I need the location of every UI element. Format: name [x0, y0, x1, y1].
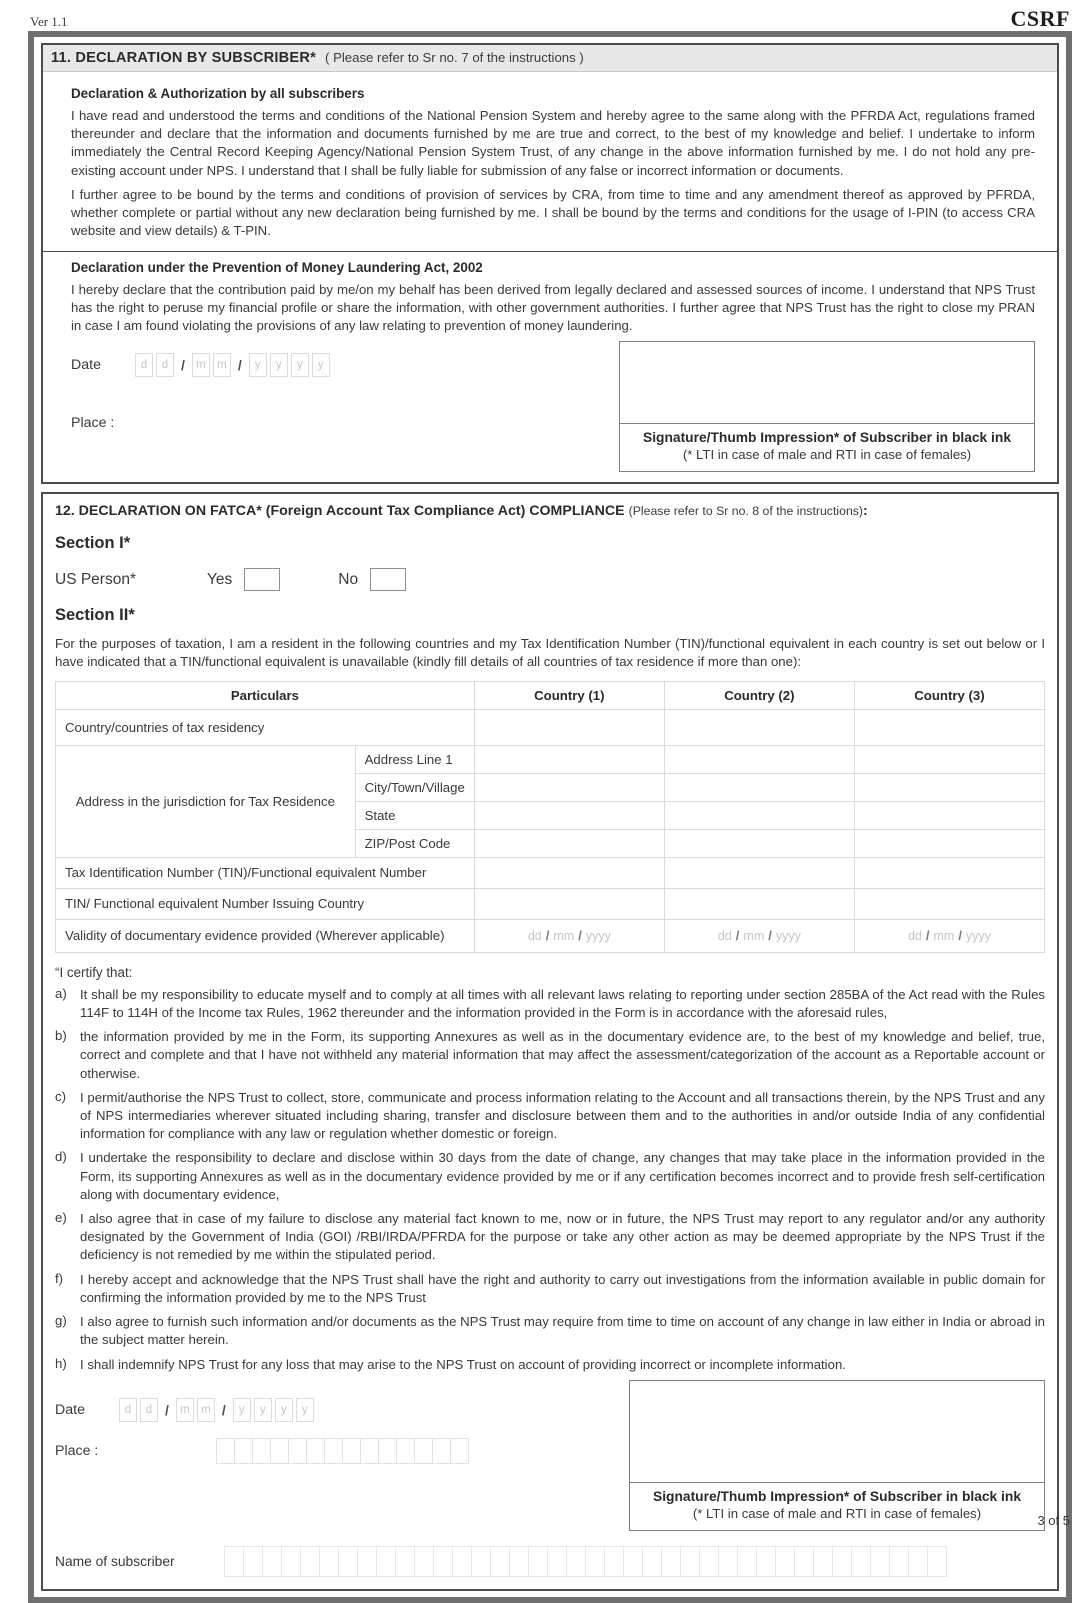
certify-item — [55, 986, 1045, 1022]
certify-item — [55, 1210, 1045, 1265]
place-field-row — [71, 415, 619, 431]
char-box — [281, 1546, 301, 1577]
place-input-boxes[interactable] — [217, 1438, 469, 1464]
date-place-signature-row — [71, 341, 1035, 472]
char-box — [306, 1438, 325, 1464]
char-box — [528, 1546, 548, 1577]
us-person-row — [55, 568, 1045, 591]
char-box: y — [254, 1398, 272, 1422]
date-label: Date — [71, 357, 101, 374]
char-box — [604, 1546, 624, 1577]
date-placeholder: dd — [717, 929, 732, 944]
certify-item — [55, 1313, 1045, 1349]
declaration-paragraph-1: I have read and understood the terms and conditions of the National Pension System and hereby agree to the same along with the PFRDA Act, regulations framed thereunder and declare that the information and documents furnished by me are true and correct, to the best of my knowledge and belief. I undertake to inform immediately the Central Record Keeping Agency/National Pension System Trust, of any change in the above information furnished by me. I do not hold any pre-existing account under NPS. I understand that I shall be fully liable for submission of any false or incorrect information or documents. — [71, 108, 1035, 178]
char-box: y — [291, 353, 309, 377]
char-box — [342, 1438, 361, 1464]
certify-item-label: d) — [55, 1149, 67, 1165]
signature-caption-bold: Signature/Thumb Impression* of Subscriber in black ink — [643, 430, 1011, 446]
header-country-2: Country (2) — [664, 681, 854, 709]
date-separator: / — [181, 357, 185, 374]
table-input-cell[interactable] — [664, 857, 854, 888]
signature-box — [619, 341, 1035, 472]
char-box — [851, 1546, 871, 1577]
date-separator: / — [165, 1401, 169, 1418]
table-input-cell[interactable] — [854, 773, 1044, 801]
section-11-title: 11. DECLARATION BY SUBSCRIBER* — [51, 50, 316, 66]
table-row — [56, 888, 1045, 919]
us-person-no-checkbox[interactable] — [370, 568, 406, 591]
char-box: y — [270, 353, 288, 377]
header-particulars: Particulars — [56, 681, 475, 709]
table-input-cell[interactable] — [854, 857, 1044, 888]
char-box — [699, 1546, 719, 1577]
char-box — [324, 1438, 343, 1464]
char-box — [243, 1546, 263, 1577]
char-box: d — [135, 353, 153, 377]
signature-area[interactable] — [620, 342, 1034, 424]
char-box — [471, 1546, 491, 1577]
char-box — [718, 1546, 738, 1577]
char-box — [756, 1546, 776, 1577]
certify-item-text: I hereby accept and acknowledge that the NPS Trust shall have the right and authority to carry out investigations from the information available in public domain for confirming the information provided by me to the NPS Trust — [80, 1271, 1045, 1305]
table-input-cell[interactable] — [474, 829, 664, 857]
certify-item-text: I also agree to furnish such information and/or documents as the NPS Trust may require from time to time on account of any change in law either in India or abroad in the subject matter herein. — [80, 1314, 1045, 1348]
char-box — [396, 1438, 415, 1464]
char-box — [234, 1438, 253, 1464]
tin-label: Tax Identification Number (TIN)/Functional equivalent Number — [56, 857, 475, 888]
form-frame — [28, 31, 1072, 1603]
fatca-intro-paragraph: For the purposes of taxation, I am a resident in the following countries and my Tax Identification Number (TIN)/functional equivalent in each country is set out below or I have indicated that a TIN/functional equivalent is unavailable (kindly fill details of all countries of tax residence if more than one): — [55, 636, 1045, 670]
char-box — [270, 1438, 289, 1464]
certify-item-label: f) — [55, 1270, 64, 1286]
char-box — [224, 1546, 244, 1577]
char-box: y — [296, 1398, 314, 1422]
place-field-row-2 — [55, 1438, 629, 1464]
city-label: City/Town/Village — [355, 773, 474, 801]
signature-caption-2 — [630, 1483, 1044, 1530]
tin-issuing-label: TIN/ Functional equivalent Number Issuing Country — [56, 888, 475, 919]
table-input-cell[interactable] — [474, 801, 664, 829]
date-field-row-2 — [55, 1398, 629, 1422]
char-box: m — [176, 1398, 194, 1422]
section-12-note: (Please refer to Sr no. 8 of the instructions) — [628, 504, 864, 519]
us-person-yes-checkbox[interactable] — [244, 568, 280, 591]
certify-item-text: I shall indemnify NPS Trust for any loss that may arise to the NPS Trust on account of providing incorrect or incomplete information. — [80, 1356, 846, 1372]
certify-item-label: g) — [55, 1313, 67, 1329]
date-field-row — [71, 353, 619, 377]
validity-label: Validity of documentary evidence provided (Wherever applicable) — [56, 919, 475, 952]
table-input-cell[interactable] — [474, 745, 664, 773]
char-box — [813, 1546, 833, 1577]
char-box — [216, 1438, 235, 1464]
csrf-logo: CSRF — [1010, 6, 1070, 31]
char-box: d — [156, 353, 174, 377]
date-place-fields-2 — [55, 1380, 629, 1464]
table-input-cell[interactable] — [474, 888, 664, 919]
certify-item — [55, 1356, 1045, 1374]
yes-label: Yes — [207, 570, 233, 588]
validity-date-input[interactable] — [474, 919, 664, 952]
section-12-fatca-declaration — [41, 492, 1059, 1591]
name-of-subscriber-row — [55, 1546, 1045, 1577]
char-box — [889, 1546, 909, 1577]
certify-item-label: b) — [55, 1028, 67, 1044]
date-label: Date — [55, 1401, 85, 1418]
pmla-paragraph: I hereby declare that the contribution paid by me/on my behalf has been derived from legally declared and assessed sources of income. I understand that NPS Trust has the right to peruse my financial profile or share the information, with other government authorities. I further agree that NPS Trust has the right to close my PRAN in case I am found violating the provisions of any law relating to prevention of money laundering. — [71, 281, 1035, 333]
date-placeholder: yyyy — [585, 929, 611, 944]
char-box — [452, 1546, 472, 1577]
char-box — [566, 1546, 586, 1577]
char-box — [378, 1438, 397, 1464]
date-separator: / — [768, 928, 772, 944]
table-input-cell[interactable] — [854, 888, 1044, 919]
table-row — [56, 745, 1045, 773]
char-box — [376, 1546, 396, 1577]
char-box: y — [275, 1398, 293, 1422]
header-country-3: Country (3) — [854, 681, 1044, 709]
section-11-header — [43, 45, 1057, 72]
table-input-cell[interactable] — [854, 709, 1044, 745]
validity-date-input[interactable] — [664, 919, 854, 952]
char-box — [775, 1546, 795, 1577]
declaration-paragraph-2: I further agree to be bound by the terms and conditions of provision of services by CRA, from time to time and any amendment thereof as approved by PFRDA, whether complete or partial without any new declaration being furnished by me. I shall be bound by the terms and conditions for the usage of I-PIN (to access CRA website and view details) & T-PIN. — [71, 186, 1035, 239]
char-box — [737, 1546, 757, 1577]
char-box — [661, 1546, 681, 1577]
char-box — [252, 1438, 271, 1464]
table-input-cell[interactable] — [474, 709, 664, 745]
certify-list — [55, 986, 1045, 1374]
date-separator: / — [925, 928, 930, 944]
certify-intro: “I certify that: — [55, 964, 133, 980]
char-box: y — [233, 1398, 251, 1422]
certify-item-label: h) — [55, 1355, 67, 1371]
date-separator: / — [735, 928, 740, 944]
certify-item-label: c) — [55, 1088, 66, 1104]
signature-caption-note: (* LTI in case of male and RTI in case of females) — [692, 1505, 982, 1521]
header-country-1: Country (1) — [474, 681, 664, 709]
char-box — [680, 1546, 700, 1577]
section-11-body — [43, 72, 1057, 482]
name-input-boxes[interactable] — [225, 1546, 947, 1577]
table-input-cell[interactable] — [854, 801, 1044, 829]
signature-area-2[interactable] — [630, 1381, 1044, 1483]
char-box: d — [119, 1398, 137, 1422]
us-person-label: US Person* — [55, 570, 136, 588]
date-separator: / — [578, 928, 582, 944]
date-placeholder: yyyy — [965, 929, 991, 944]
date-separator: / — [545, 928, 550, 944]
char-box — [794, 1546, 814, 1577]
char-box — [509, 1546, 529, 1577]
table-input-cell[interactable] — [664, 745, 854, 773]
section-12-header — [55, 503, 1045, 519]
certify-item-text: I undertake the responsibility to declare and disclose within 30 days from the date of change, any changes that may take place in the information provided in the Form, its supporting Annexures as well as in the documentary evidence provided by me or if any certification becomes incorrect and to provide fresh self-certification along with documentary evidence, — [80, 1150, 1045, 1202]
table-row — [56, 709, 1045, 745]
char-box — [432, 1438, 451, 1464]
fatca-section-1-label: Section I* — [55, 534, 131, 553]
date-separator: / — [221, 1401, 226, 1418]
section-11-declaration-by-subscriber — [41, 43, 1059, 484]
char-box — [414, 1546, 434, 1577]
residency-label: Country/countries of tax residency — [56, 709, 475, 745]
certify-item-text: I also agree that in case of my failure to disclose any material fact known to me, now or in future, the NPS Trust may report to any regulator and/or any authority designated by the Government of India (GOI) /RBI/IRDA/PFRDA for the purpose or take any other action as may be deemed appropriate by the NPS Trust if the deficiency is not remedied by me within the stipulated period. — [80, 1211, 1045, 1263]
pmla-heading: Declaration under the Prevention of Money Laundering Act, 2002 — [71, 259, 483, 275]
fatca-section-2-label: Section II* — [55, 606, 135, 625]
certify-item — [55, 1149, 1045, 1204]
table-input-cell[interactable] — [664, 709, 854, 745]
char-box — [262, 1546, 282, 1577]
address-group-label: Address in the jurisdiction for Tax Residence — [56, 745, 356, 857]
char-box — [642, 1546, 662, 1577]
char-box: d — [140, 1398, 158, 1422]
table-row — [56, 919, 1045, 952]
section-divider — [43, 251, 1057, 252]
char-box — [547, 1546, 567, 1577]
date-placeholder: yyyy — [775, 929, 801, 944]
date-placeholder: dd — [527, 929, 542, 944]
char-box — [585, 1546, 605, 1577]
char-box — [300, 1546, 320, 1577]
table-input-cell[interactable] — [854, 745, 1044, 773]
char-box — [319, 1546, 339, 1577]
address-line1-label: Address Line 1 — [355, 745, 474, 773]
char-box: m — [197, 1398, 215, 1422]
table-input-cell[interactable] — [664, 829, 854, 857]
section-12-colon: : — [863, 503, 868, 520]
char-box — [338, 1546, 358, 1577]
date-place-fields — [71, 341, 619, 431]
page-number: 3 of 5 — [1037, 1513, 1070, 1528]
no-label: No — [338, 570, 359, 588]
table-input-cell[interactable] — [474, 773, 664, 801]
certify-item — [55, 1089, 1045, 1144]
char-box — [414, 1438, 433, 1464]
certify-item-text: It shall be my responsibility to educate myself and to comply at all times with all relevant laws relating to reporting under section 285BA of the Act read with the Rules 114F to 114H of the Income tax Rules, 1962 thereunder and the information provided in the Form is in accordance with the aforesaid rules, — [80, 986, 1045, 1020]
section-12-title: 12. DECLARATION ON FATCA* (Foreign Account Tax Compliance Act) COMPLIANCE — [55, 503, 625, 520]
certify-item-text: the information provided by me in the Form, its supporting Annexures as well as in the documentary evidence are, to the best of my knowledge and belief, true, correct and complete and that I have not withheld any material information that may affect the assessment/categorization of the account as a Reportable account or otherwise. — [80, 1029, 1045, 1081]
table-input-cell[interactable] — [664, 801, 854, 829]
char-box — [360, 1438, 379, 1464]
char-box — [908, 1546, 928, 1577]
zip-label: ZIP/Post Code — [355, 829, 474, 857]
date-placeholder: mm — [743, 929, 765, 944]
char-box — [927, 1546, 947, 1577]
char-box: y — [312, 353, 330, 377]
signature-caption-note: (* LTI in case of male and RTI in case of females) — [682, 447, 972, 463]
declaration-authorization-subheading: Declaration & Authorization by all subscribers — [71, 86, 365, 101]
date-separator: / — [958, 928, 962, 944]
char-box — [357, 1546, 377, 1577]
table-input-cell[interactable] — [474, 857, 664, 888]
table-input-cell[interactable] — [664, 888, 854, 919]
version-label: Ver 1.1 — [30, 14, 68, 29]
char-box: y — [249, 353, 267, 377]
table-header-row — [56, 681, 1045, 709]
table-input-cell[interactable] — [664, 773, 854, 801]
table-input-cell[interactable] — [854, 829, 1044, 857]
certify-item-label: e) — [55, 1210, 67, 1226]
table-row — [56, 857, 1045, 888]
signature-caption — [620, 424, 1034, 471]
certify-item — [55, 1028, 1045, 1083]
date-placeholder: mm — [933, 929, 955, 944]
certify-item — [55, 1271, 1045, 1307]
char-box — [623, 1546, 643, 1577]
signature-box-2 — [629, 1380, 1045, 1531]
char-box — [433, 1546, 453, 1577]
char-box — [832, 1546, 852, 1577]
char-box — [490, 1546, 510, 1577]
place-label: Place : — [55, 1442, 99, 1459]
certify-item-label: a) — [55, 985, 67, 1001]
fatca-tax-residency-table — [55, 681, 1045, 953]
date-place-signature-row-2 — [55, 1380, 1045, 1531]
date-placeholder: dd — [907, 929, 922, 944]
char-box: m — [213, 353, 231, 377]
char-box — [288, 1438, 307, 1464]
name-of-subscriber-label: Name of subscriber — [55, 1553, 175, 1569]
state-label: State — [355, 801, 474, 829]
certify-item-text: I permit/authorise the NPS Trust to collect, store, communicate and process information relating to the Account and all transactions therein, by the NPS Trust and any of NPS intermediaries wherever situated including sharing, transfer and disclosure between them and to the authorities in and/or outside India of any confidential information for compliance with any law or regulation whether domestic or foreign. — [80, 1089, 1045, 1142]
char-box — [870, 1546, 890, 1577]
page-header — [0, 0, 1086, 29]
section-11-note: ( Please refer to Sr no. 7 of the instructions ) — [325, 50, 584, 65]
date-input-boxes[interactable] — [135, 353, 333, 377]
date-separator: / — [237, 357, 242, 374]
char-box — [450, 1438, 469, 1464]
char-box — [395, 1546, 415, 1577]
validity-date-input[interactable] — [854, 919, 1044, 952]
place-label: Place : — [71, 415, 115, 432]
date-placeholder: mm — [553, 929, 575, 944]
signature-caption-bold: Signature/Thumb Impression* of Subscriber in black ink — [653, 1488, 1021, 1504]
char-box: m — [192, 353, 210, 377]
date-input-boxes[interactable] — [119, 1398, 317, 1422]
